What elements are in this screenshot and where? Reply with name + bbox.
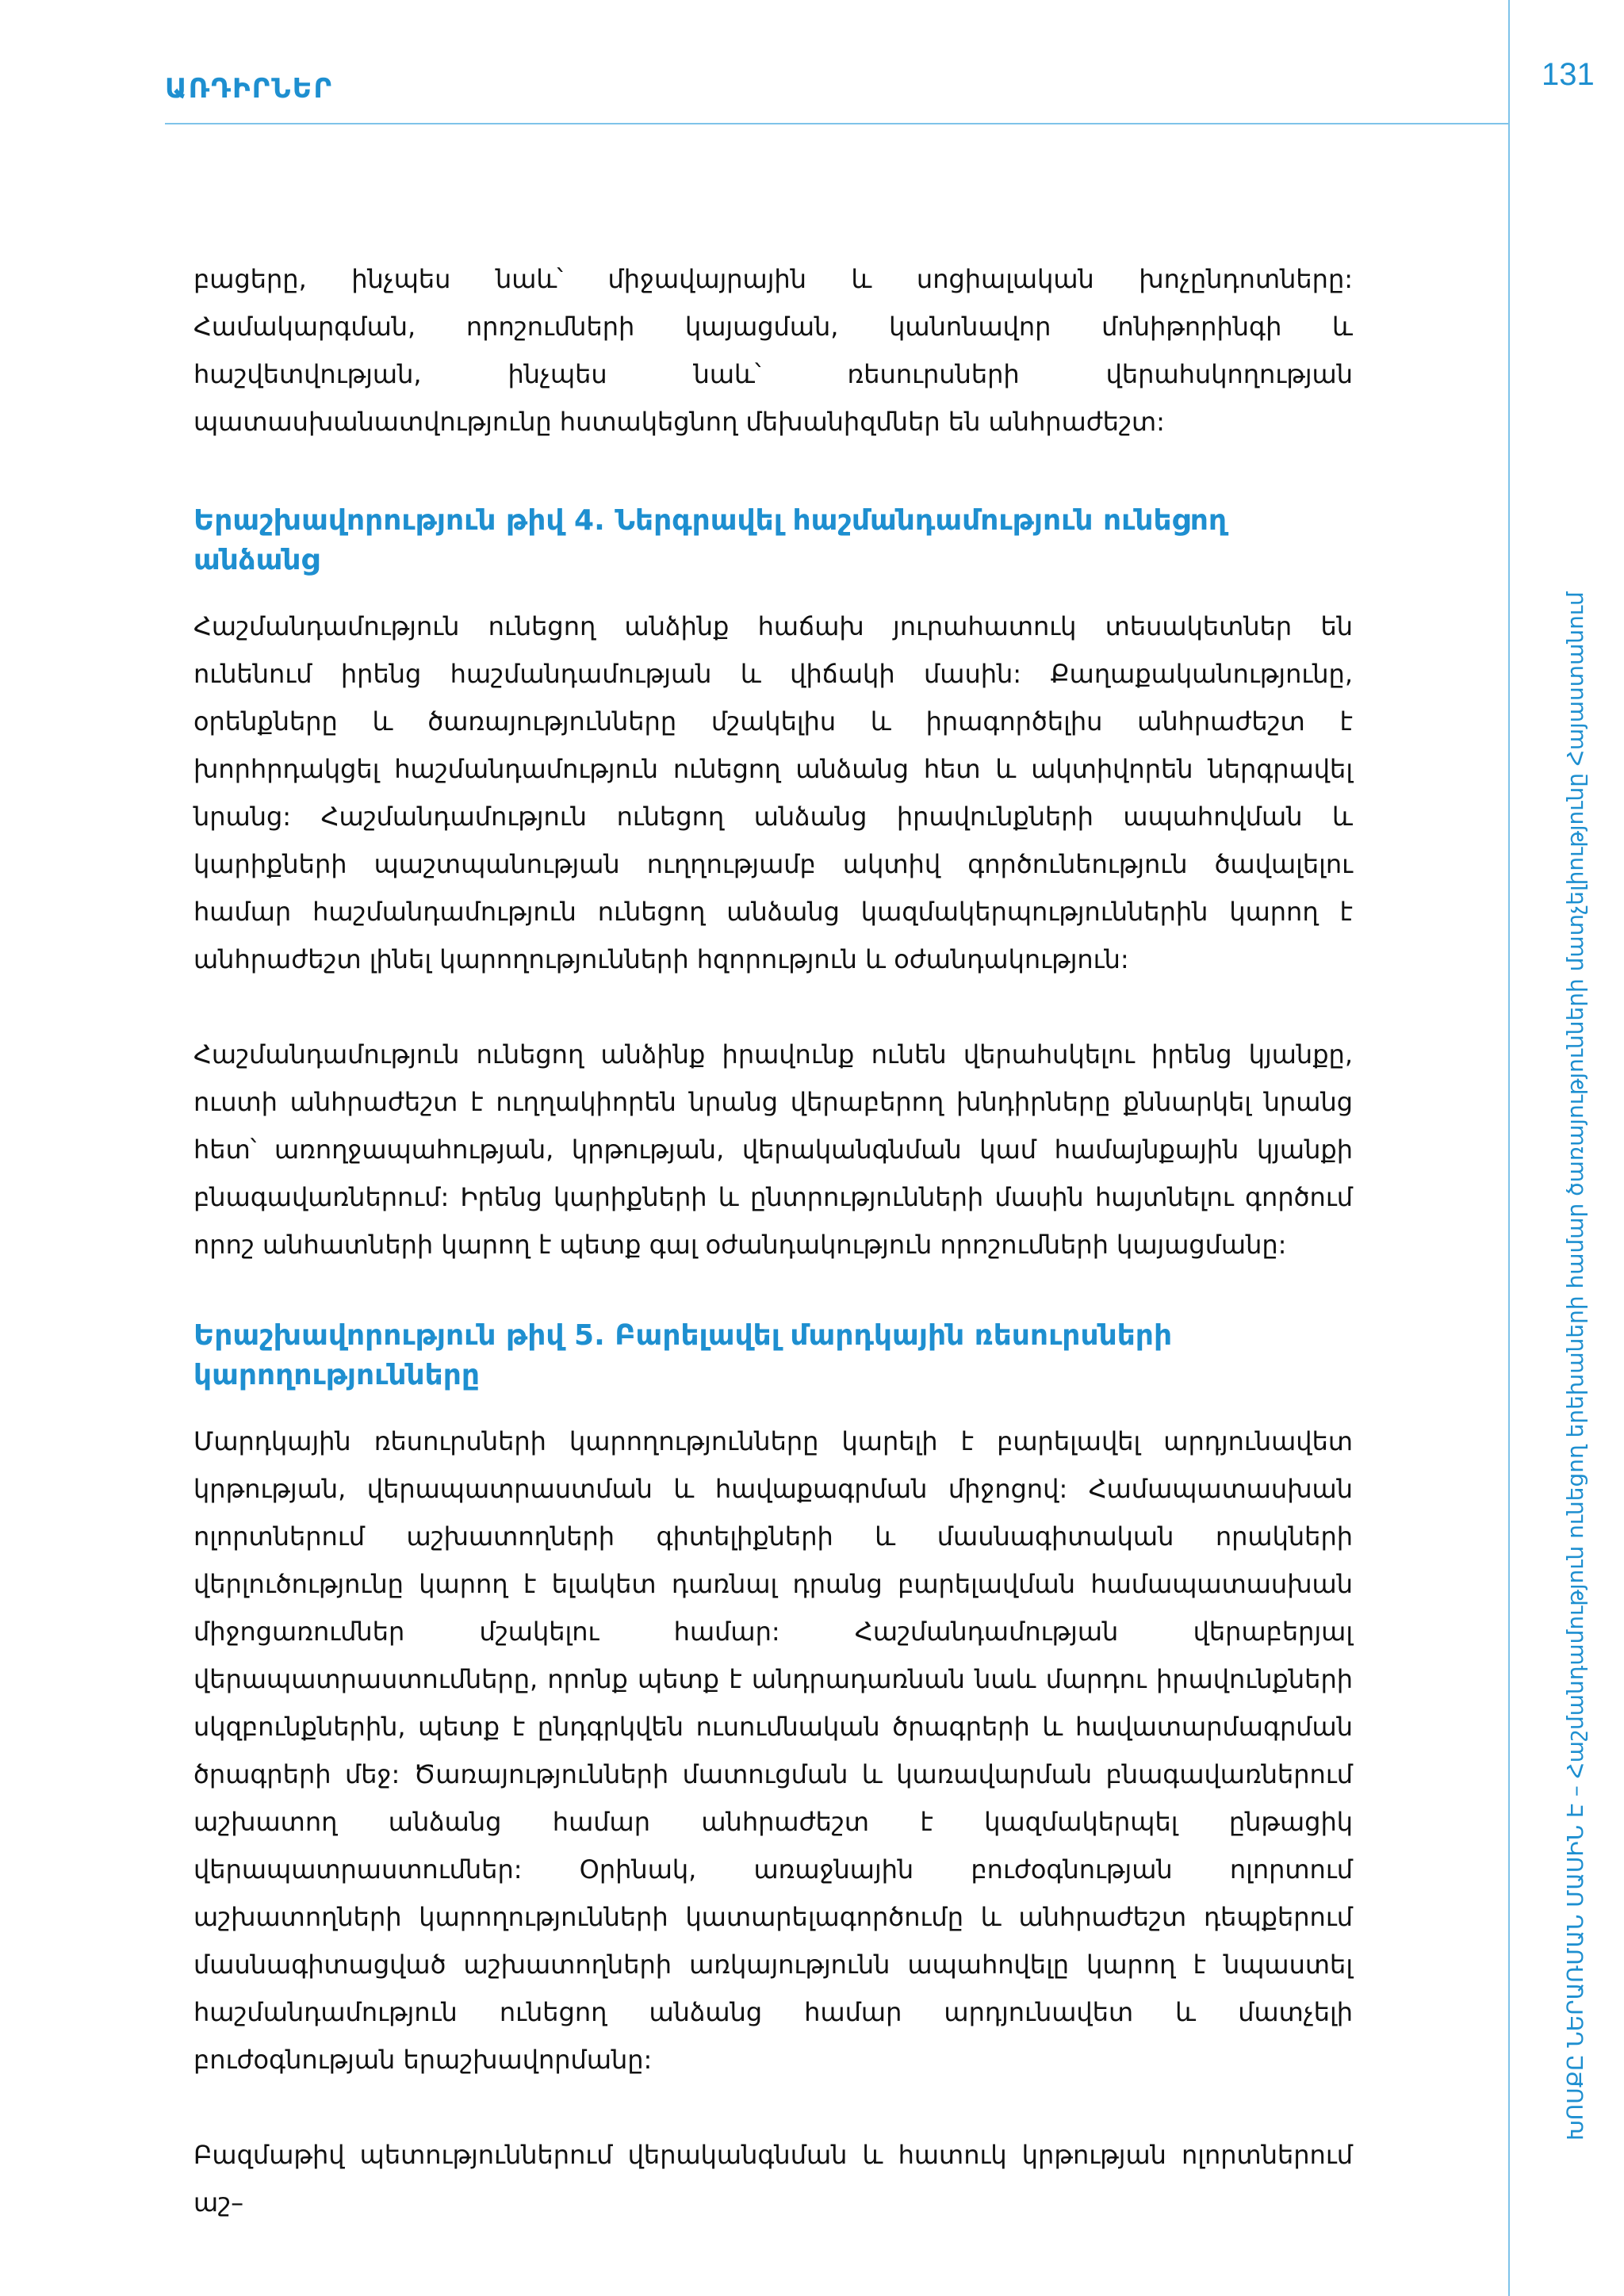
page-number: 131 (1542, 57, 1595, 92)
heading-recommendation-4: Երաշխավորություն թիվ 4. Ներգրավել հաշմանդամություն ունեցող անձանց (193, 504, 1228, 576)
section-label: ԱՌԴԻՐՆԵՐ (165, 73, 334, 105)
header-divider (165, 123, 1508, 124)
paragraph-5b: Բազմաթիվ պետություններում վերականգնման և հատուկ կրթության ոլորտներում աշ– (193, 2140, 1353, 2218)
paragraph-4b: Հաշմանդամություն ունեցող անձինք իրավունք ունեն վերահսկելու իրենց կյանքը, ուստի անհրաժեշտ է ուղղակիորեն նրանց վերաբերող խնդիրները քննարկել նրանց հետ՝ առողջապահության, կրթության, վերականգնման կամ համայնքային կյանքի բնագավառներում: Իրենց կարիքների և ընտրությունների մասին հայտնելու գործում որոշ անհատների կարող է պետք գալ օժանդակություն որոշումների կայացմանը: (193, 1039, 1353, 1260)
heading-recommendation-5: Երաշխավորություն թիվ 5. Բարելավել մարդկային ռեսուրսների կարողությունները (193, 1319, 1173, 1391)
paragraph-5a: Մարդկային ռեսուրսների կարողությունները կարելի է բարելավել արդյունավետ կրթության, վերապատրաստման և հավաքագրման միջոցով: Համապատասխան ոլորտներում աշխատողների գիտելիքների և մասնագիտական որակների վերլուծությունը կարող է ելակետ դառնալ դրանց բարելավման համապատասխան միջոցառումներ մշակելու համար: Հաշմանդամության վերաբերյալ վերապատրաստումները, որոնք պետք է անդրադառնան նաև մարդու իրավունքների սկզբունքներին, պետք է ընդգրկվեն ուսումնական ծրագրերի և հավատարմագրման ծրագրերի մեջ: Ծառայությունների մատուցման և կառավարման բնագավառներում աշխատող անձանց համար անհրաժեշտ է կազմակերպել ընթացիկ վերապատրաստումներ: Օրինակ, առաջնային բուժօգնության ոլորտում աշխատողների կարողությունների կատարելագործումը և անհրաժեշտ դեպքերում մասնագիտացված աշխատողների առկայությունն ապահովելը կարող է նպաստել հաշմանդամություն ունեցող անձանց համար արդյունավետ և մատչելի բուժօգնության երաշխավորմանը: (193, 1426, 1353, 2075)
sidebar (1515, 0, 1610, 2296)
paragraph-4a: Հաշմանդամություն ունեցող անձինք հաճախ յուրահատուկ տեսակետներ են ունենում իրենց հաշմանդամության և վիճակի մասին: Քաղաքականությունը, օրենքները և ծառայությունները մշակելիս և իրագործելիս անհրաժեշտ է խորհրդակցել հաշմանդամություն ունեցող անձանց հետ և ակտիվորեն ներգրավել նրանց: Հաշմանդամություն ունեցող անձանց իրավունքների ապահովման և կարիքների պաշտպանության ուղղությամբ ակտիվ գործունեություն ծավալելու համար հաշմանդամություն ունեցող անձանց կազմակերպություններին կարող է անհրաժեշտ լինել կարողությունների հզորություն և օժանդակություն: (193, 611, 1353, 974)
running-title: ԽՈՍՔԸ ՆԵՐԱՌՄԱՆ ՄԱՍԻՆ Է – Հաշմանդամություն ունեցող երեխաների համար ծառայությունների մատչելիությունը Հայաստանում (1562, 591, 1588, 2141)
paragraph-intro: բացերը, ինչպես նաև՝ միջավայրային և սոցիալական խոչընդոտները: Համակարգման, որոշումների կայացման, կանոնավոր մոնիթորինգի և հաշվետվության, ինչպես նաև՝ ռեսուրսների վերահսկողության պատասխանատվությունը հստակեցնող մեխանիզմներ են անհրաժեշտ: (193, 264, 1353, 437)
main-content (193, 255, 1353, 2274)
side-divider (1508, 0, 1510, 2296)
